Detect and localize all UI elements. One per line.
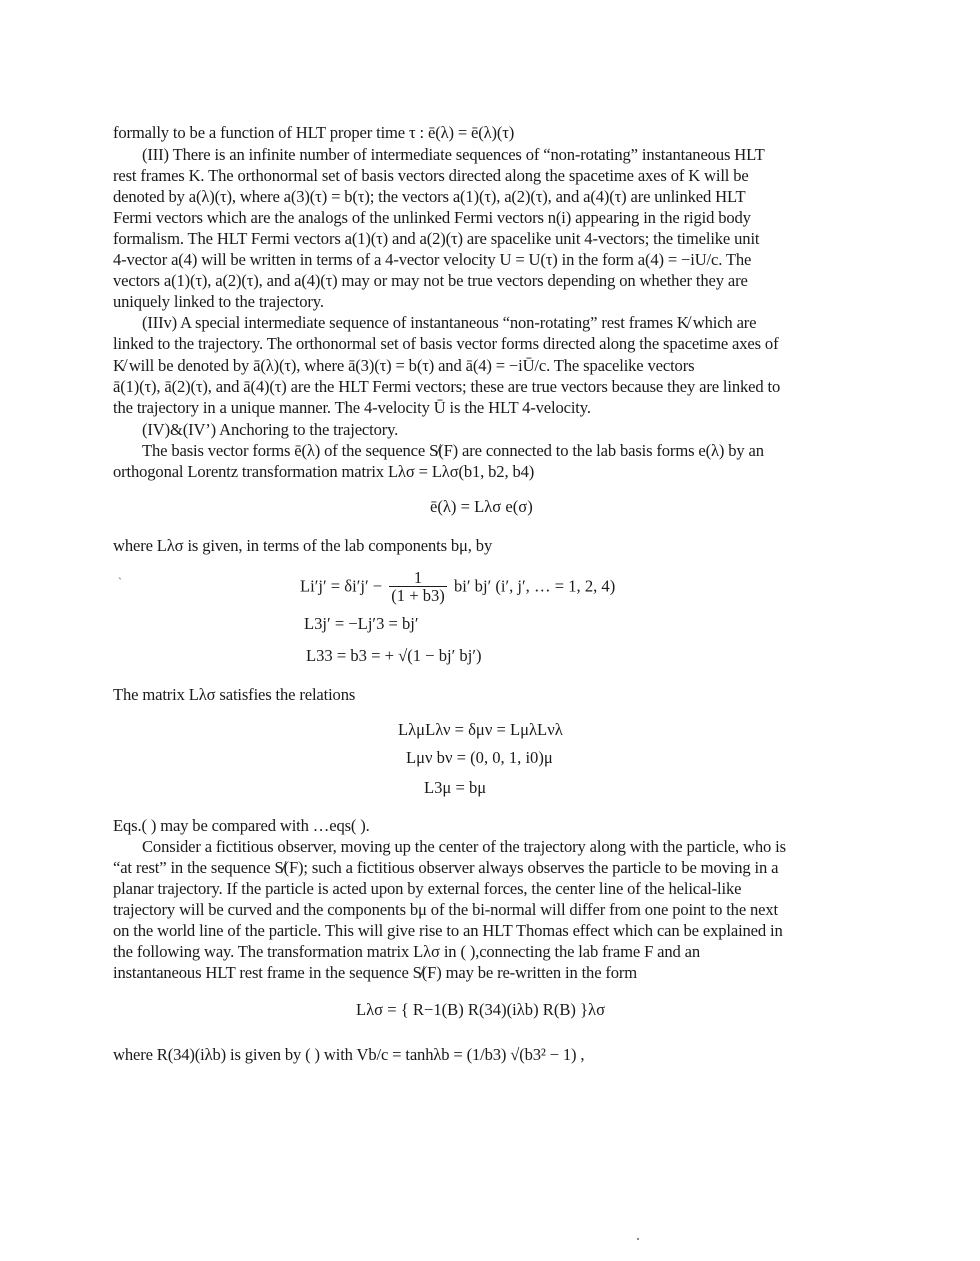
equation-orthogonality: LλμLλν = δμν = LμλLνλ bbox=[398, 720, 563, 739]
text-line: The matrix Lλσ satisfies the relations bbox=[113, 685, 356, 704]
text-line: formally to be a function of HLT proper time τ : ē(λ) = ē(λ)(τ) bbox=[113, 123, 515, 142]
equation-binormal-map: Lμν bν = (0, 0, 1, i0)μ bbox=[406, 748, 553, 767]
text-line: trajectory will be curved and the components bμ of the bi-normal will differ from one point to the next bbox=[113, 900, 778, 919]
text-line: The basis vector forms ē(λ) of the sequence S̸(F) are connected to the lab basis forms e(λ) by an bbox=[142, 441, 764, 460]
paragraph-observer-start: Consider a fictitious observer, moving up the center of the trajectory along with the particle, who is bbox=[142, 837, 786, 856]
equation-lorentz-33: L33 = b3 = + √(1 − bj′ bj′) bbox=[306, 646, 482, 665]
equation-thomas-rotation: Lλσ = { R−1(B) R(34)(iλb) R(B) }λσ bbox=[356, 1000, 606, 1019]
fraction-numerator: 1 bbox=[389, 570, 447, 587]
text-line: formalism. The HLT Fermi vectors a(1)(τ) and a(2)(τ) are spacelike unit 4-vectors; the timelike unit bbox=[113, 229, 760, 248]
paragraph-IIIv-start: (IIIv) A special intermediate sequence of instantaneous “non-rotating” rest frames K̸ which are bbox=[142, 313, 757, 332]
text-line: rest frames K. The orthonormal set of basis vectors directed along the spacetime axes of K will be bbox=[113, 166, 749, 185]
text-line: orthogonal Lorentz transformation matrix Lλσ = Lλσ(b1, b2, b4) bbox=[113, 462, 535, 481]
text-line: 4-vector a(4) will be written in terms of a 4-vector velocity U = U(τ) in the form a(4) = −iU/c. The bbox=[113, 250, 752, 269]
text-line: linked to the trajectory. The orthonormal set of basis vector forms directed along the spacetime axes of bbox=[113, 334, 779, 353]
text-line: where R(34)(iλb) is given by ( ) with Vb/c = tanhλb = (1/b3) √(b3² − 1) , bbox=[113, 1045, 585, 1064]
equation-row-3: L3μ = bμ bbox=[424, 778, 487, 797]
text-line: instantaneous HLT rest frame in the sequence S̸(F) may be re-written in the form bbox=[113, 963, 638, 982]
paragraph-III-start: (III) There is an infinite number of intermediate sequences of “non-rotating” instantaneous HLT bbox=[142, 145, 765, 164]
text-line: planar trajectory. If the particle is acted upon by external forces, the center line of the helical-like bbox=[113, 879, 742, 898]
section-heading-IV: (IV)&(IV’) Anchoring to the trajectory. bbox=[142, 420, 399, 439]
text-line: ā(1)(τ), ā(2)(τ), and ā(4)(τ) are the HLT Fermi vectors; these are true vectors because they are linked to bbox=[113, 377, 781, 396]
equation-lorentz-spatial bbox=[300, 570, 615, 605]
fraction bbox=[389, 570, 447, 605]
text-line: Fermi vectors which are the analogs of the unlinked Fermi vectors n(i) appearing in the rigid body bbox=[113, 208, 751, 227]
equation-lhs: Li′j′ = δi′j′ − bbox=[300, 576, 383, 596]
equation-lorentz-mixed: L3j′ = −Lj′3 = bj′ bbox=[304, 614, 419, 633]
text-line: “at rest” in the sequence S̸(F); such a fictitious observer always observes the particle to be moving in a bbox=[113, 858, 779, 877]
text-line: K̸ will be denoted by ā(λ)(τ), where ā(3)(τ) = b(τ) and ā(4) = −iŪ/c. The spacelike vectors bbox=[113, 356, 695, 375]
text-line: uniquely linked to the trajectory. bbox=[113, 292, 324, 311]
text-line: the trajectory in a unique manner. The 4-velocity Ū is the HLT 4-velocity. bbox=[113, 398, 591, 417]
text-line: on the world line of the particle. This will give rise to an HLT Thomas effect which can be explained in bbox=[113, 921, 783, 940]
text-line: vectors a(1)(τ), a(2)(τ), and a(4)(τ) may or may not be true vectors depending on whether they are bbox=[113, 271, 748, 290]
stray-mark: ` bbox=[118, 575, 122, 589]
text-line: denoted by a(λ)(τ), where a(3)(τ) = b(τ); the vectors a(1)(τ), a(2)(τ), and a(4)(τ) are unlinked HLT bbox=[113, 187, 746, 206]
equation-tail: bi′ bj′ (i′, j′, … = 1, 2, 4) bbox=[454, 576, 616, 596]
equation-basis-transform: ē(λ) = Lλσ e(σ) bbox=[430, 497, 533, 516]
text-line: the following way. The transformation matrix Lλσ in ( ),connecting the lab frame F and an bbox=[113, 942, 701, 961]
fraction-denominator: (1 + b3) bbox=[391, 586, 445, 605]
text-line: where Lλσ is given, in terms of the lab components bμ, by bbox=[113, 536, 493, 555]
text-line: Eqs.( ) may be compared with …eqs( ). bbox=[113, 816, 370, 835]
scan-speck bbox=[637, 1238, 639, 1240]
